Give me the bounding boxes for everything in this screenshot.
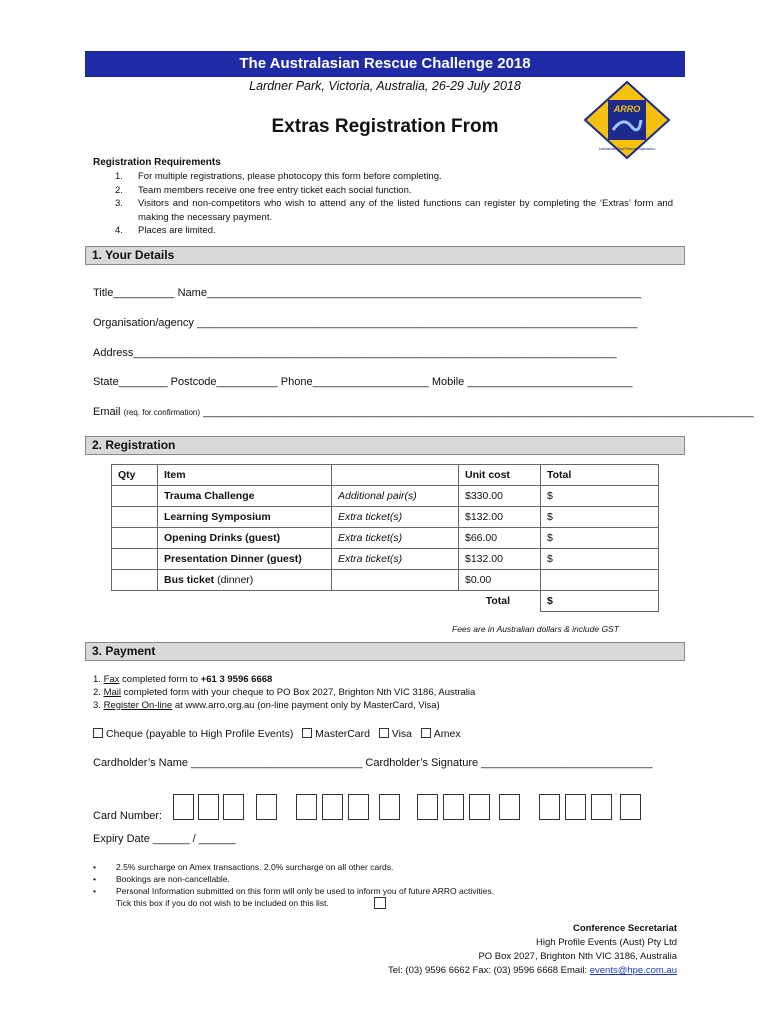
state-postcode-phone-mobile-field[interactable]: State________ Postcode__________ Phone___________________ Mobile ___________________________: [93, 376, 633, 388]
event-banner: The Australasian Rescue Challenge 2018: [85, 51, 685, 77]
organisation-field[interactable]: Organisation/agency ________________________________________________________________________: [93, 317, 638, 329]
email-link[interactable]: events@hpe.com.au: [589, 965, 677, 976]
card-digit-box[interactable]: [591, 794, 612, 820]
event-subtitle: Lardner Park, Victoria, Australia, 26-29 July 2018: [249, 79, 521, 93]
registration-table: [111, 464, 659, 612]
fees-note: Fees are in Australian dollars & include GST: [452, 624, 619, 634]
card-digit-box[interactable]: [565, 794, 586, 820]
card-digit-box[interactable]: [348, 794, 369, 820]
card-digit-box[interactable]: [296, 794, 317, 820]
list-item: 3. Visitors and non-competitors who wish to attend any of the listed functions can register by completing the ‘Extras’ form and making the necessary payment.: [115, 198, 673, 223]
card-digit-box[interactable]: [173, 794, 194, 820]
card-digit-box[interactable]: [198, 794, 219, 820]
qty-cell[interactable]: [112, 507, 158, 528]
total-label: Total: [485, 595, 510, 608]
card-digit-box[interactable]: [417, 794, 438, 820]
list-item: 2. Mail completed form with your cheque to PO Box 2027, Brighton Nth VIC 3186, Australia: [93, 687, 476, 698]
qty-cell[interactable]: [112, 528, 158, 549]
card-digit-box[interactable]: [379, 794, 400, 820]
form-title: Extras Registration From: [271, 116, 499, 137]
list-item: 4. Places are limited.: [115, 225, 216, 236]
qty-cell[interactable]: [112, 570, 158, 591]
footer: [388, 922, 677, 978]
list-item: Tick this box if you do not wish to be included on this list.: [116, 898, 329, 908]
table-row: Learning Symposium Extra ticket(s) $132.00 $: [112, 507, 659, 528]
grand-total-cell[interactable]: $: [541, 591, 659, 612]
total-cell[interactable]: [541, 570, 659, 591]
card-digit-box[interactable]: [620, 794, 641, 820]
qty-cell[interactable]: [112, 486, 158, 507]
cheque-checkbox[interactable]: [93, 728, 103, 738]
company-name: High Profile Events (Aust) Pty Ltd: [536, 937, 677, 948]
total-row: [112, 591, 659, 612]
table-row: Bus ticket (dinner) $0.00: [112, 570, 659, 591]
amex-checkbox[interactable]: [421, 728, 431, 738]
contact-line: Tel: (03) 9596 6662 Fax: (03) 9596 6668 Email: events@hpe.com.au: [387, 965, 677, 976]
list-item: 1. For multiple registrations, please photocopy this form before completing.: [115, 171, 442, 182]
card-digit-box[interactable]: [443, 794, 464, 820]
logo-text: ARRO: [613, 104, 641, 114]
total-cell[interactable]: $: [541, 507, 659, 528]
section-payment: 3. Payment: [85, 642, 685, 661]
email-field[interactable]: Email (req. for confirmation) __________________________________________________________________________________________: [93, 406, 754, 418]
table-row: Trauma Challenge Additional pair(s) $330.00 $: [112, 486, 659, 507]
logo-caption: Australasian Road Rescue Organisation: [598, 147, 656, 151]
requirements-heading: Registration Requirements: [93, 157, 221, 168]
table-row: Opening Drinks (guest) Extra ticket(s) $66.00 $: [112, 528, 659, 549]
mastercard-checkbox[interactable]: [302, 728, 312, 738]
payment-methods-list: [93, 673, 475, 712]
list-item: 1. Fax completed form to +61 3 9596 6668: [93, 674, 273, 685]
company-address: PO Box 2027, Brighton Nth VIC 3186, Australia: [478, 951, 677, 962]
expiry-date-field[interactable]: Expiry Date ______ / ______: [93, 833, 236, 845]
secretariat-title: Conference Secretariat: [572, 923, 677, 934]
card-digit-box[interactable]: [469, 794, 490, 820]
visa-checkbox[interactable]: [379, 728, 389, 738]
card-number-label: Card Number:: [93, 810, 163, 822]
payment-options: Cheque (payable to High Profile Events) MasterCard Visa Amex: [93, 728, 461, 740]
requirements-list: [93, 170, 673, 238]
card-digit-box[interactable]: [256, 794, 277, 820]
list-item: 2. Team members receive one free entry ticket each social function.: [115, 184, 412, 196]
title-name-field[interactable]: Title__________ Name_______________________________________________________________________: [93, 287, 642, 299]
qty-cell[interactable]: [112, 549, 158, 570]
cardholder-field[interactable]: Cardholder’s Name ____________________________ Cardholder’s Signature ____________________________: [93, 757, 653, 769]
table-row: Presentation Dinner (guest) Extra ticket(s) $132.00 $: [112, 549, 659, 570]
list-item: • Bookings are non-cancellable.: [93, 874, 230, 884]
table-header-row: Qty Item Unit cost Total: [112, 465, 659, 486]
notes-list: [93, 861, 494, 909]
total-cell[interactable]: $: [541, 549, 659, 570]
card-digit-box[interactable]: [223, 794, 244, 820]
opt-out-checkbox[interactable]: [374, 897, 386, 909]
total-cell[interactable]: $: [541, 528, 659, 549]
list-item: 3. Register On-line at www.arro.org.au (on-line payment only by MasterCard, Visa): [93, 700, 440, 711]
card-digit-box[interactable]: [499, 794, 520, 820]
section-your-details: 1. Your Details: [85, 246, 685, 265]
list-item: • Personal Information submitted on this form will only be used to inform you of future ARRO activities.: [93, 886, 494, 896]
list-item: • 2.5% surcharge on Amex transactions. 2.0% surcharge on all other cards.: [93, 862, 394, 872]
card-digit-box[interactable]: [539, 794, 560, 820]
section-registration: 2. Registration: [85, 436, 685, 455]
card-digit-box[interactable]: [322, 794, 343, 820]
total-cell[interactable]: $: [541, 486, 659, 507]
address-field[interactable]: Address_______________________________________________________________________________: [93, 347, 617, 359]
